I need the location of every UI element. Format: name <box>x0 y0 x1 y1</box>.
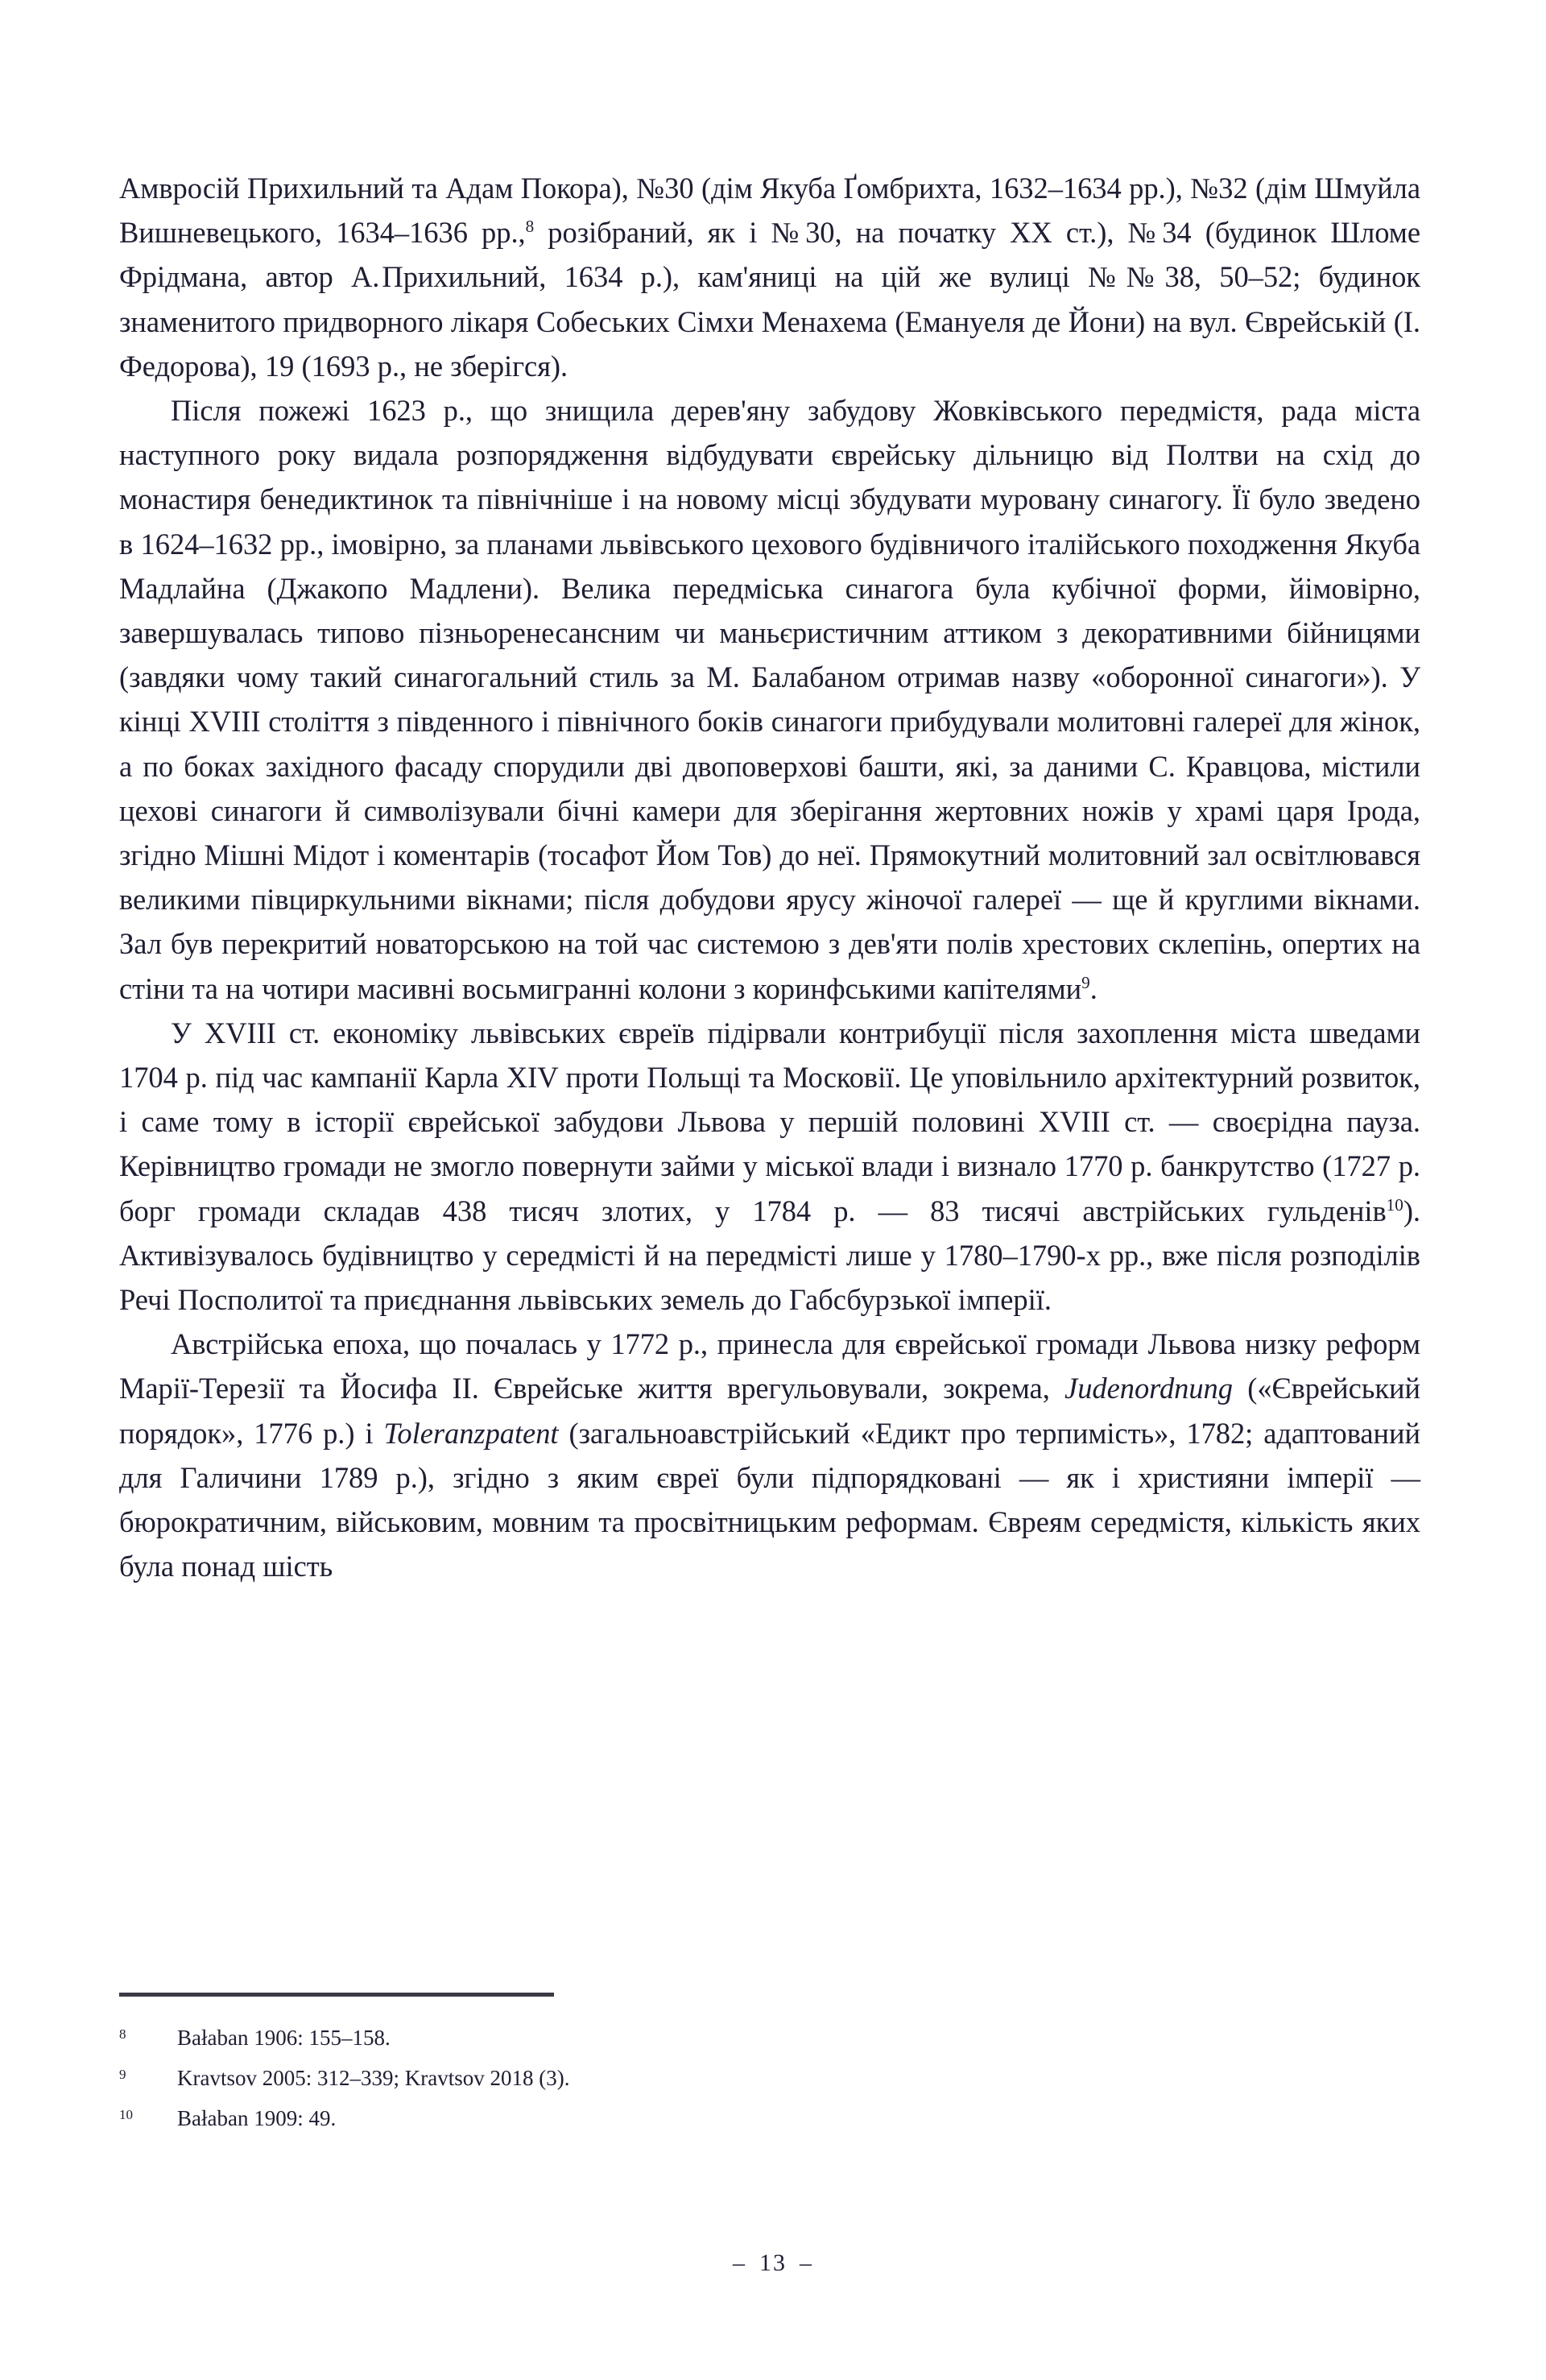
paragraph-4: Австрійська епоха, що почалась у 1772 р., принесла для єврейської громади Львова низку реформ Марії-Терезії та Йосифа II. Єврейське життя врегульовували, зокрема, Judenordnung («Єврейський порядок», 1776 р.) і Toleranzpatent (загальноавстрійський «Едикт про терпимість», 1782; адаптований для Галичини 1789 р.), згідно з яким євреї були підпорядковані — як і християни імперії — бюрократичним, військовим, мовним та просвітницьким реформам. Євреям середмістя, кількість яких була понад шість <box>119 1327 1421 1583</box>
footnote-ref-8[interactable]: 8 <box>525 217 535 237</box>
footnote-item <box>119 2098 1420 2138</box>
footnote-list <box>119 2018 1420 2138</box>
page-number-suffix-dash: – <box>800 2250 813 2276</box>
paragraph-1: Амвросій Прихильний та Адам Покора), №30 (дім Якуба Ґомбрихта, 1632–1634 рр.), №32 (дім Шмуйла Вишневецького, 1634–1636 рр.,$^8$ розібраний, як і №30, на початку XX ст.), №34 (будинок Шломе Фрідмана, автор А. Прихильний, 1634 р.), кам'яниці на цій же вулиці №№38, 50–52; будинок знаменитого придворного лікаря Собеських Сімхи Менахема (Емануеля де Йони) на вул. Єврейській (І. Федорова), 19 (1693 р., не зберігся). <box>119 172 1420 383</box>
footnote-marker: 8 <box>119 2026 126 2042</box>
footnote-text: Bałaban 1909: 49. <box>177 2106 337 2130</box>
page-number-prefix-dash: – <box>733 2250 746 2276</box>
footnote-marker: 9 <box>119 2067 126 2082</box>
page-number-value: 13 <box>759 2250 787 2276</box>
footnote-item <box>119 2058 1420 2098</box>
footnote-marker: 10 <box>119 2107 133 2122</box>
footnotes-section <box>119 1993 1420 2138</box>
body-text-column <box>119 166 1420 1589</box>
paragraph-3: У XVIII ст. економіку львівських євреїв підірвали контрибуції після захоплення міста шведами 1704 р. під час кампанії Карла XIV проти Польщі та Московії. Це уповільнило архітектурний розвиток, і саме тому в історії єврейської забудови Львова у першій половині XVIII ст. — своєрідна пауза. Керівництво громади не змогло повернути займи у міської влади і визнало 1770 р. банкрутство (1727 р. борг громади складав 438 тисяч злотих, у 1784 р. — 83 тисячі австрійських гульденів$^{10}$). Активізувалось будівництво у середмісті й на передмісті лише у 1780–1790-х рр., вже після розподілів Речі Посполитої та приєднання львівських земель до Габсбурзької імперії. <box>119 1016 1420 1317</box>
footnote-item <box>119 2018 1420 2058</box>
paragraph-2: Після пожежі 1623 р., що знищила дерев'яну забудову Жовківського передмістя, рада міста наступного року видала розпорядження відбудувати єврейську дільницю від Полтви на схід до монастиря бенедиктинок та північніше і на новому місці збудувати муровану синагогу. Її було зведено в 1624–1632 рр., імовірно, за планами львівського цехового будівничого італійського походження Якуба Мадлайна (Джакопо Мадлени). Велика передміська синагога була кубічної форми, йімовірно, завершувалась типово пізньоренесансним чи маньєристичним аттиком з декоративними бійницями (завдяки чому такий синагогальний стиль за М. Балабаном отримав назву «оборонної синагоги»). У кінці XVIII століття з південного і північного боків синагоги прибудували молитовні галереї для жінок, а по боках західного фасаду спорудили дві двоповерхові башти, які, за даними С. Кравцова, містили цехові синагоги й символізували бічні камери для зберігання жертовних ножів у храмі царя Ірода, згідно Мішні Мідот і коментарів (тосафот Йом Тов) до неї. Прямокутний молитовний зал освітлювався великими півциркульними вікнами; після добудови ярусу жіночої галереї — ще й круглими вікнами. Зал був перекритий новаторською на той час системою з дев'яти полів хрестових склепінь, опертих на стіни та на чотири масивні восьмигранні колони з коринфськими капітелями$^9$. <box>119 394 1420 1005</box>
footnote-text: Bałaban 1906: 155–158. <box>177 2026 391 2050</box>
term-toleranzpatent: Toleranzpatent <box>383 1416 559 1450</box>
footnote-ref-10[interactable]: 10 <box>1386 1194 1403 1215</box>
footnote-text: Kravtsov 2005: 312–339; Kravtsov 2018 (3). <box>177 2066 570 2090</box>
page-number <box>0 2250 1546 2277</box>
footnote-ref-9[interactable]: 9 <box>1081 972 1090 992</box>
term-judenordnung: Judenordnung <box>1064 1372 1233 1405</box>
footnote-separator-rule <box>119 1993 554 1997</box>
